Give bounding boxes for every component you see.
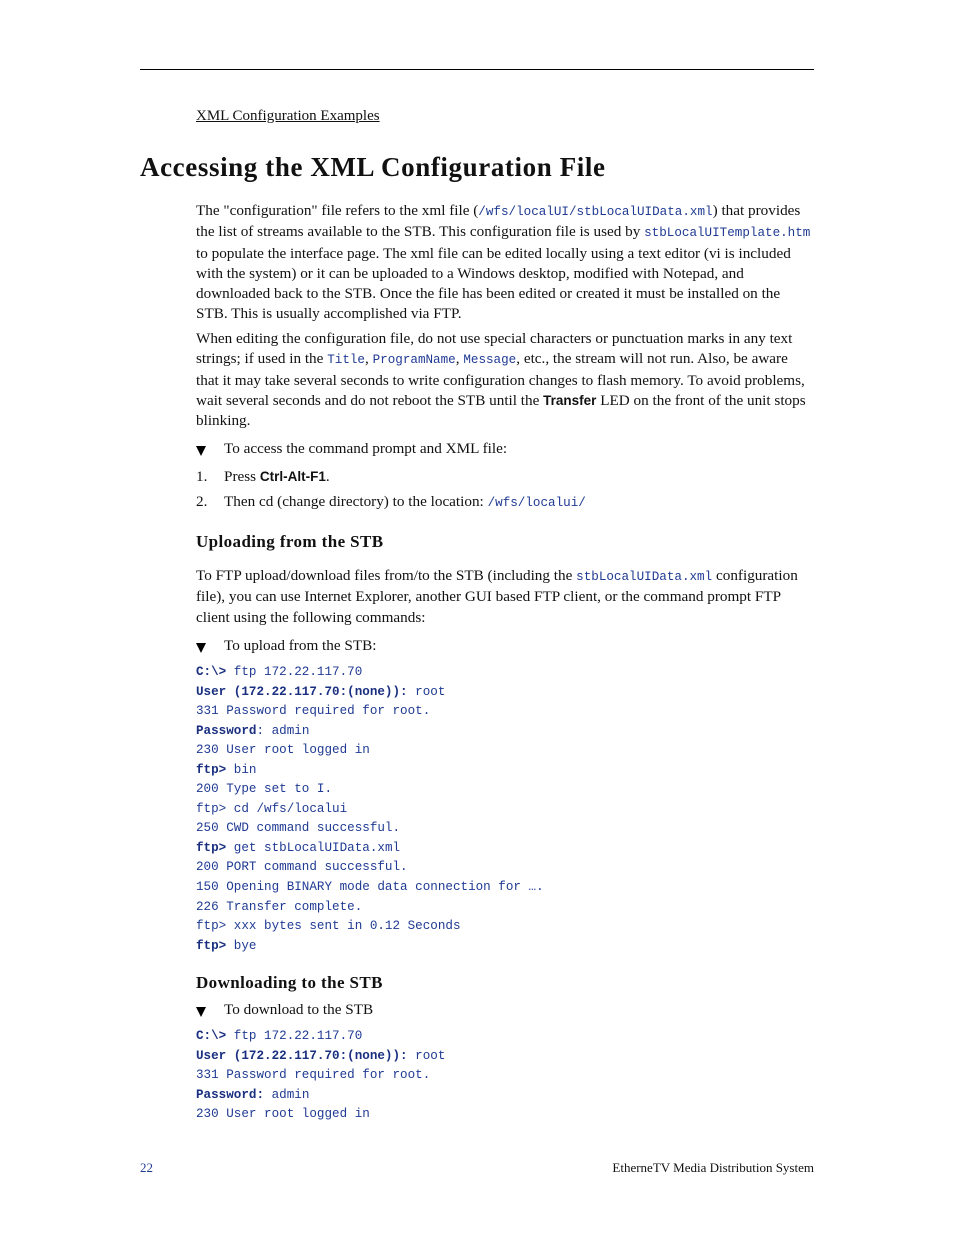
code-text: admin bbox=[264, 1087, 310, 1102]
para2-text-3: LED on the front of the unit stops blinking. bbox=[196, 391, 806, 430]
procedure-lead-text: To access the command prompt and XML file: bbox=[224, 440, 508, 457]
code-prompt: ftp> bbox=[196, 938, 227, 953]
para1-text-3: to populate the interface page. The xml file can be edited locally using a text editor (vi is included with the system) or it can be uploaded to a Windows desktop, modified with Notepad, and downloaded back to the STB. Once the file has been edited or created it must be installed on the STB. This is usually accomplished via FTP. bbox=[196, 244, 791, 323]
code-line bbox=[196, 761, 544, 781]
code-prompt: Password bbox=[196, 723, 257, 738]
code-prompt: User (172.22.117.70:(none)): bbox=[196, 684, 408, 699]
code-text: : admin bbox=[256, 723, 310, 738]
code-text: 200 Type set to I. bbox=[196, 782, 333, 797]
code-text: root bbox=[407, 1048, 446, 1063]
step-text-end: . bbox=[325, 468, 330, 485]
code-text: ftp 172.22.117.70 bbox=[226, 665, 363, 679]
warning-paragraph bbox=[196, 329, 814, 431]
step-text: Then cd (change directory) to the location: bbox=[224, 493, 488, 510]
code-line bbox=[196, 898, 544, 918]
code-text: get stbLocalUIData.xml bbox=[226, 840, 401, 855]
triangle-bullet-icon bbox=[196, 1007, 206, 1017]
para2-sep-1: , bbox=[365, 350, 373, 368]
field-message: Message bbox=[463, 353, 517, 368]
code-prompt: C:\> bbox=[196, 665, 227, 679]
code-line bbox=[196, 683, 544, 703]
code-text: 230 User root logged in bbox=[196, 1107, 370, 1122]
code-line bbox=[196, 1066, 445, 1086]
code-prompt: User (172.22.117.70:(none)): bbox=[196, 1048, 408, 1063]
intro-paragraph bbox=[196, 201, 814, 325]
field-programname: ProgramName bbox=[372, 353, 456, 368]
upload-paragraph bbox=[196, 566, 814, 628]
code-line bbox=[196, 663, 544, 683]
code-text: bye bbox=[226, 938, 257, 953]
header-rule bbox=[140, 69, 814, 70]
code-line bbox=[196, 937, 544, 957]
step-number: 2. bbox=[196, 493, 208, 510]
code-text: 230 User root logged in bbox=[196, 743, 370, 758]
download-code-block bbox=[196, 1027, 445, 1125]
breadcrumb-link[interactable]: XML Configuration Examples bbox=[196, 108, 380, 124]
page-number: 22 bbox=[140, 1160, 153, 1175]
code-line bbox=[196, 839, 544, 859]
code-line bbox=[196, 878, 544, 898]
procedure-lead-text: To upload from the STB: bbox=[224, 637, 377, 654]
code-line bbox=[196, 819, 544, 839]
code-text: 150 Opening BINARY mode data connection for …. bbox=[196, 880, 544, 895]
page-title: Accessing the XML Configuration File bbox=[140, 152, 606, 182]
footer-product-name: EtherneTV Media Distribution System bbox=[612, 1160, 814, 1175]
code-text: ftp> xxx bytes sent in 0.12 Seconds bbox=[196, 919, 461, 934]
code-line bbox=[196, 858, 544, 878]
code-line bbox=[196, 917, 544, 937]
heading-uploading: Uploading from the STB bbox=[196, 532, 384, 551]
procedure-lead-text: To download to the STB bbox=[224, 1001, 374, 1018]
field-title: Title bbox=[327, 353, 365, 368]
code-line bbox=[196, 1086, 445, 1106]
step-number: 1. bbox=[196, 468, 208, 485]
key-combo: Ctrl-Alt-F1 bbox=[259, 469, 326, 484]
code-prompt: ftp> bbox=[196, 840, 227, 855]
code-text: 250 CWD command successful. bbox=[196, 821, 401, 836]
code-text: 331 Password required for root. bbox=[196, 704, 431, 719]
para2-sep-2: , bbox=[455, 350, 464, 368]
data-file-name: stbLocalUIData.xml bbox=[576, 570, 713, 584]
code-line bbox=[196, 1027, 445, 1047]
para1-text-1: The "configuration" file refers to the xml file ( bbox=[196, 202, 479, 219]
upload-text-2: configuration file), you can use Internet Explorer, another GUI based FTP client, or the command prompt FTP client using the following commands: bbox=[196, 567, 798, 626]
config-file-path: /wfs/localUI/stbLocalUIData.xml bbox=[478, 205, 713, 219]
code-prompt: Password: bbox=[196, 1087, 265, 1102]
code-text: root bbox=[407, 684, 446, 699]
code-line bbox=[196, 741, 544, 761]
step-2 bbox=[196, 492, 586, 513]
heading-downloading: Downloading to the STB bbox=[196, 973, 383, 992]
transfer-led-label: Transfer bbox=[543, 392, 597, 408]
code-line bbox=[196, 1105, 445, 1125]
code-text: ftp> cd /wfs/localui bbox=[196, 801, 348, 816]
triangle-bullet-icon bbox=[196, 446, 206, 456]
code-text: 226 Transfer complete. bbox=[196, 899, 363, 914]
para1-text-2: ) that provides the list of streams available to the STB. This configuration file is used by bbox=[196, 202, 801, 241]
step-1 bbox=[196, 467, 330, 487]
step-text: Press bbox=[224, 468, 260, 485]
code-line bbox=[196, 722, 544, 742]
code-text: ftp 172.22.117.70 bbox=[226, 1029, 363, 1043]
code-text: 200 PORT command successful. bbox=[196, 860, 408, 875]
code-line bbox=[196, 800, 544, 820]
code-line bbox=[196, 1047, 445, 1067]
upload-text-1: To FTP upload/download files from/to the STB (including the bbox=[196, 567, 577, 584]
code-prompt: C:\> bbox=[196, 1029, 227, 1043]
para2-text-1: When editing the configuration file, do not use special characters or punctuation marks in any text strings; if used in the bbox=[196, 330, 793, 368]
code-prompt: ftp> bbox=[196, 762, 227, 777]
upload-code-block bbox=[196, 663, 544, 956]
localui-path: /wfs/localui/ bbox=[487, 496, 586, 510]
template-file-name: stbLocalUITemplate.htm bbox=[644, 226, 811, 241]
code-text: bin bbox=[226, 762, 257, 777]
para2-text-2: , etc., the stream will not run. Also, be aware that it may take several seconds to write configuration changes to flash memory. To avoid problems, wait several seconds and do not reboot the STB until the bbox=[196, 350, 805, 409]
code-line bbox=[196, 780, 544, 800]
code-text: 331 Password required for root. bbox=[196, 1068, 431, 1083]
triangle-bullet-icon bbox=[196, 643, 206, 653]
code-line bbox=[196, 702, 544, 722]
